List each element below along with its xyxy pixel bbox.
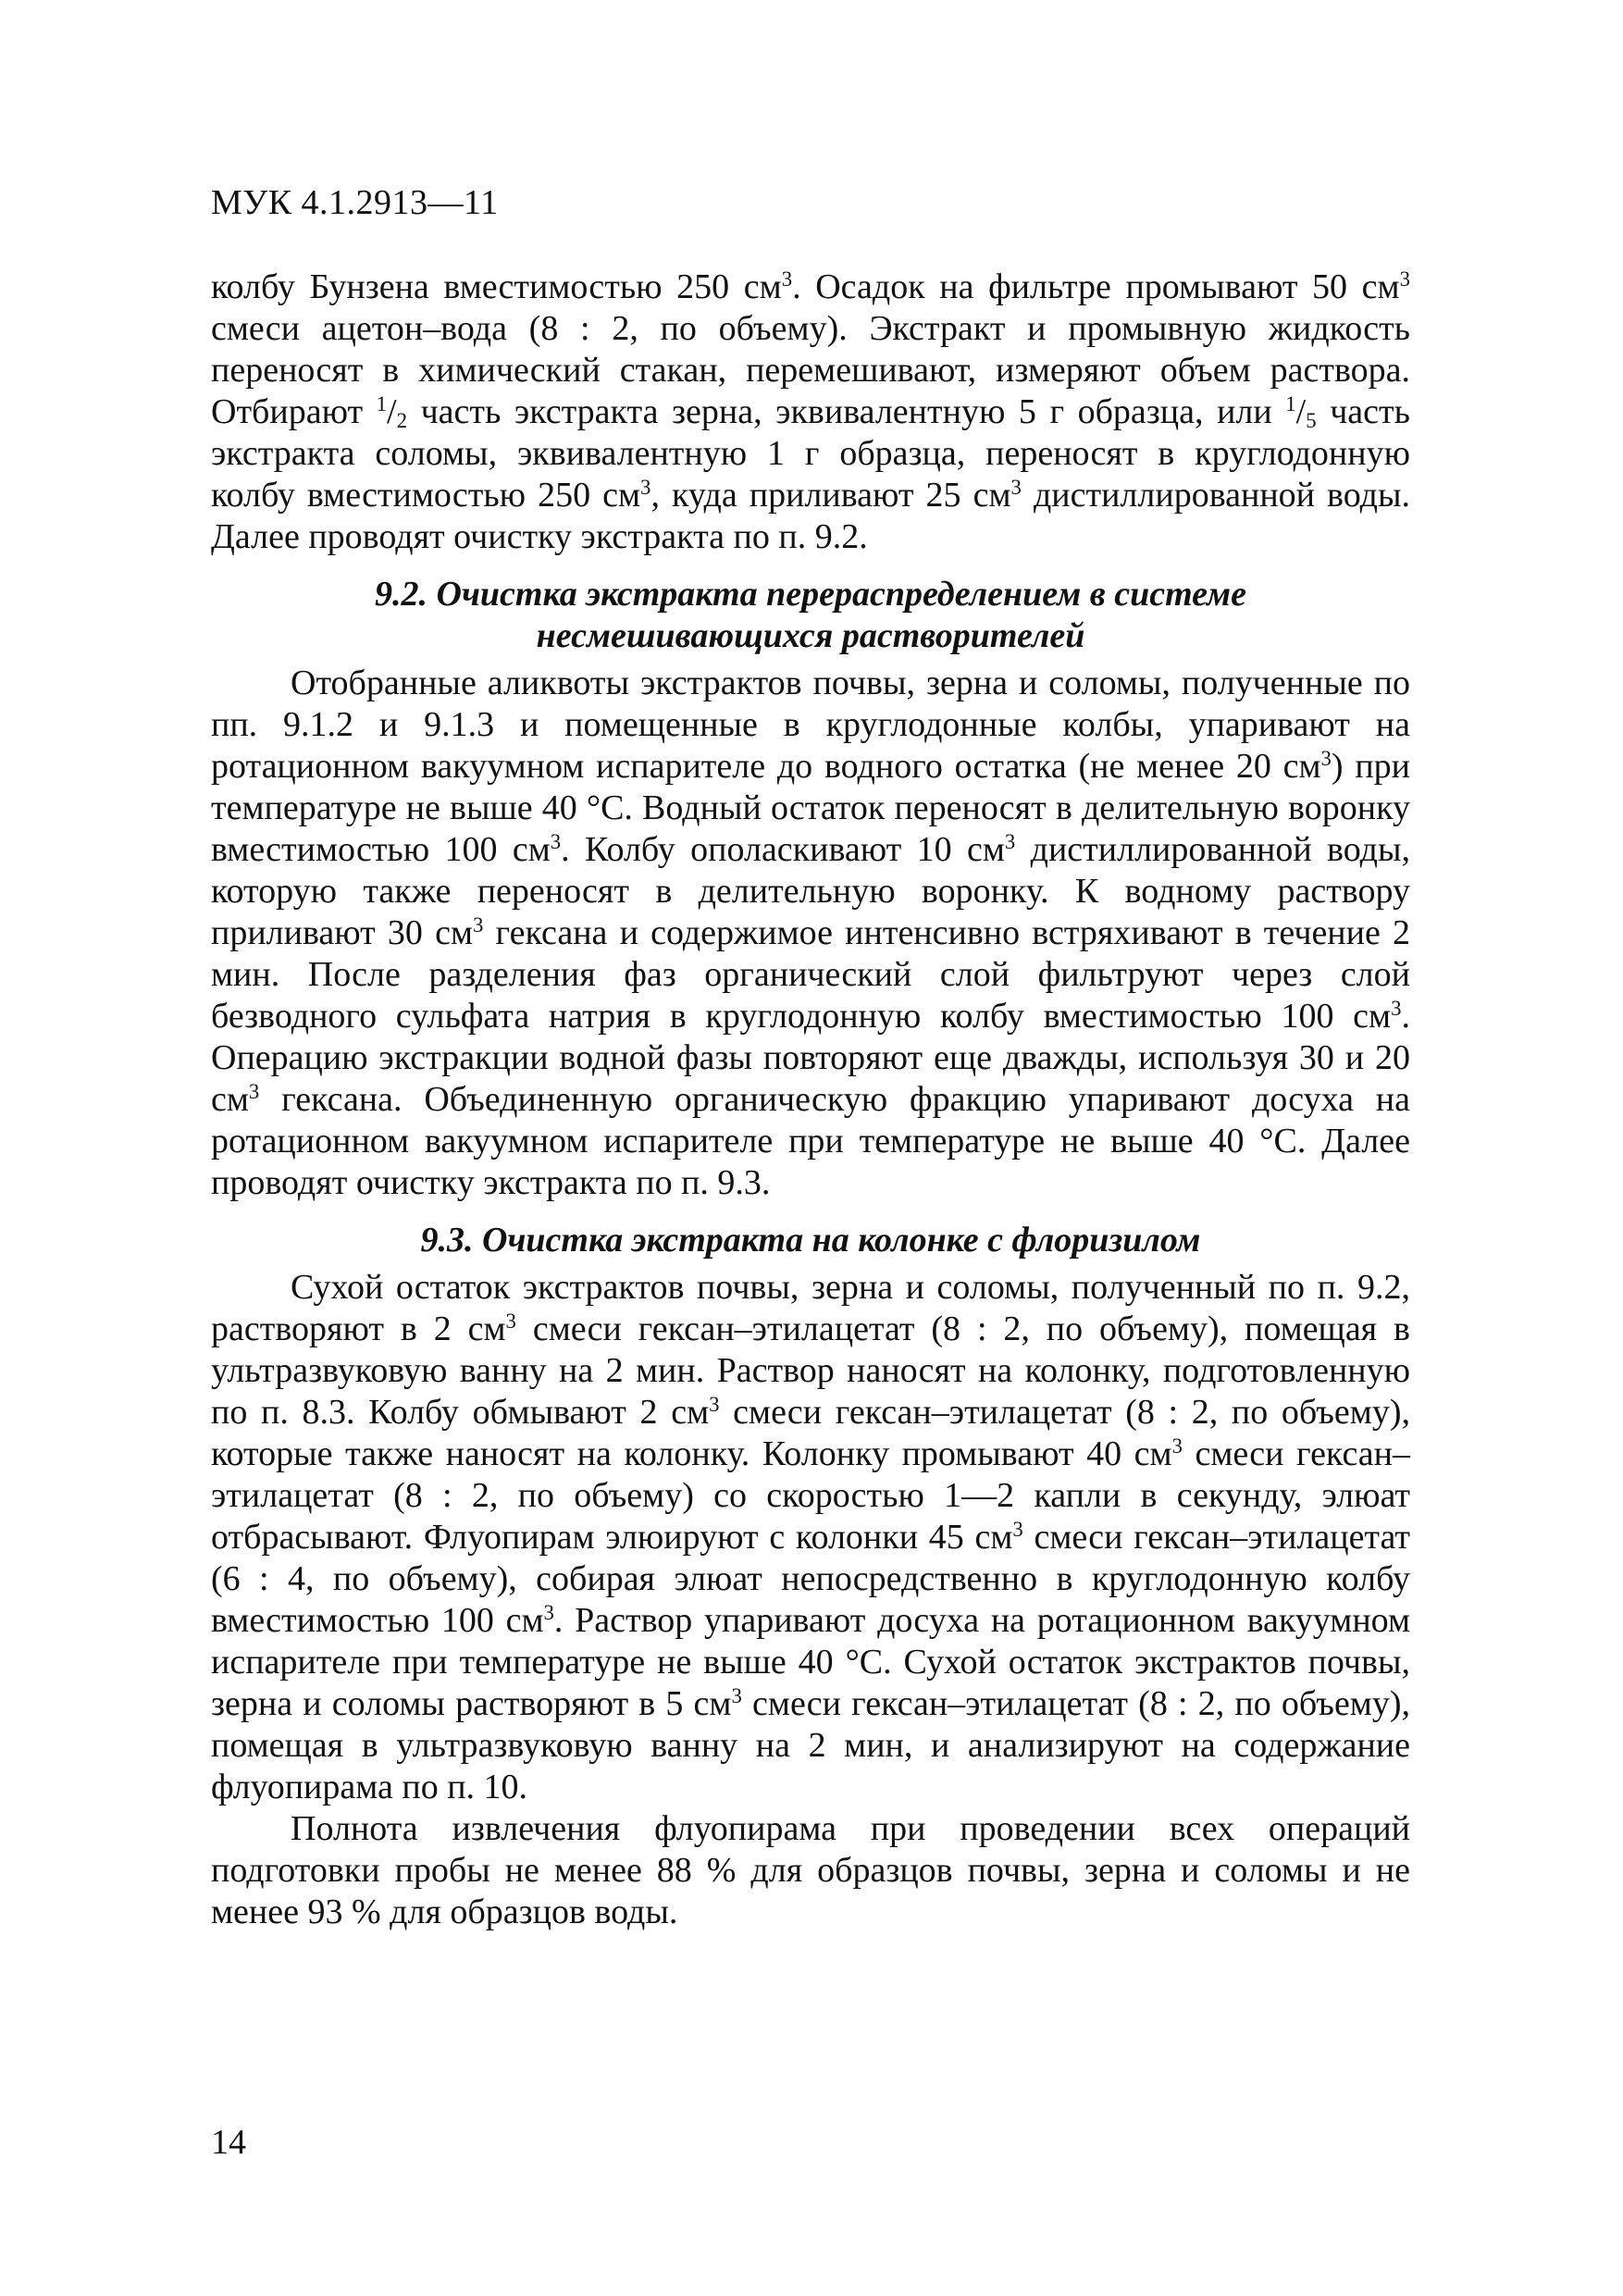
text-run: смеси гексан–этилацетат (8 : 2, по объему), помещая в ультразвуковую ванну на 2 мин. Раствор наносят на колонку, подготовленную по п. 8.3. Колбу обмывают 2 см — [211, 1309, 1410, 1432]
superscript: 3 — [709, 1393, 720, 1417]
superscript: 3 — [1399, 267, 1410, 292]
text-run: . Осадок на фильтре промывают 50 см — [792, 267, 1400, 306]
fraction-slash: / — [387, 392, 397, 431]
paragraph — [211, 663, 1410, 1204]
superscript: 3 — [781, 267, 793, 292]
fraction-denominator: 2 — [396, 408, 408, 432]
section-heading-9-3 — [211, 1220, 1410, 1261]
document-code-header: МУК 4.1.2913—11 — [211, 183, 499, 222]
text-run: гексана и содержимое интенсивно встряхивают в течение 2 мин. После разделения фаз органический слой фильтруют через слой безводного сульфата натрия в круглодонную колбу вместимостью 100 см — [211, 913, 1411, 1036]
text-run: . Операцию экстракции водной фазы повторяют еще дважды, используя 30 и 20 см — [211, 997, 1410, 1119]
text-run: Сухой остаток экстрактов почвы, зерна и соломы, полученный по п. 9.2, растворяют в 2 см — [211, 1268, 1410, 1348]
superscript: 3 — [505, 1309, 516, 1334]
text-run: Отобранные аликвоты экстрактов почвы, зерна и соломы, полученные по пп. 9.1.2 и 9.1.3 и помещенные в круглодонные колбы, упаривают на ротационном вакуумном испарителе до водного остатка (не менее 20 см — [211, 664, 1410, 786]
section-heading-line: 9.3. Очистка экстракта на колонке с флоризилом — [420, 1221, 1201, 1260]
superscript: 3 — [543, 1601, 554, 1625]
text-run: смеси гексан–этилацетат (8 : 2, по объему) со скоростью 1—2 капли в секунду, элюат отбрасывают. Флуопирам элюируют с колонки 45 см — [211, 1434, 1410, 1557]
paragraph — [211, 1267, 1410, 1808]
text-run: смеси гексан–этилацетат (8 : 2, по объему), которые также наносят на колонку. Колонку промывают 40 см — [211, 1393, 1410, 1473]
superscript: 3 — [640, 476, 651, 500]
paragraph-continuation — [211, 267, 1410, 558]
fraction-numerator: 1 — [376, 392, 388, 416]
text-run: ) при температуре не выше 40 °С. Водный остаток переносят в делительную воронку вместимостью 100 см — [211, 747, 1410, 869]
body-text — [211, 267, 1410, 1933]
superscript: 3 — [1012, 1518, 1023, 1542]
superscript: 3 — [1391, 997, 1402, 1021]
text-run: , куда приливают 25 см — [650, 476, 1011, 515]
superscript: 3 — [550, 830, 562, 854]
page-number: 14 — [211, 2123, 246, 2162]
paragraph: Полнота извлечения флуопирама при проведении всех операций подготовки пробы не менее 88 % для образцов почвы, зерна и соломы и не менее 93 % для образцов воды. — [211, 1809, 1410, 1931]
text-run: дистиллированной воды, которую также переносят в делительную воронку. К водному раствору приливают 30 см — [211, 830, 1410, 952]
text-run: смеси гексан–этилацетат (8 : 2, по объему), помещая в ультразвуковую ванну на 2 мин, и анализируют на содержание флуопирама по п. 10. — [211, 1684, 1411, 1806]
text-run: . Колбу ополаскивают 10 см — [561, 830, 1005, 869]
section-heading-line: 9.2. Очистка экстракта перераспределением в системе — [375, 575, 1246, 614]
superscript: 3 — [1010, 476, 1022, 500]
superscript: 3 — [248, 1080, 260, 1104]
text-run: смеси ацетон–вода (8 : 2, по объему). Экстракт и промывную жидкость переносят в химический стакан, перемешивают, измеряют объем раствора. Отбирают — [211, 309, 1410, 431]
text-run: колбу Бунзена вместимостью 250 см — [211, 267, 782, 306]
superscript: 3 — [1320, 747, 1332, 771]
text-run: . Раствор упаривают досуха на ротационном вакуумном испарителе при температуре не выше 40 °С. Сухой остаток экстрактов почвы, зерна и соломы растворяют в 5 см — [211, 1601, 1411, 1723]
fraction-numerator: 1 — [1285, 392, 1296, 416]
superscript: 3 — [1171, 1434, 1183, 1458]
fraction-denominator: 5 — [1306, 408, 1317, 432]
text-run: гексана. Объединенную органическую фракцию упаривают досуха на ротационном вакуумном испарителе при температуре не выше 40 °С. Далее проводят очистку экстракта по п. 9.3. — [211, 1080, 1410, 1202]
text-run: дистиллированной воды. Далее проводят очистку экстракта по п. 9.2. — [211, 476, 1410, 556]
section-heading-line: несмешивающихся растворителей — [536, 616, 1085, 655]
superscript: 3 — [473, 913, 484, 937]
text-run: часть экстракта зерна, эквивалентную 5 г образца, или — [407, 392, 1286, 431]
superscript: 3 — [1004, 830, 1016, 854]
text-run: часть экстракта соломы, эквивалентную 1 г образца, переносят в круглодонную колбу вместимостью 250 см — [211, 392, 1410, 515]
superscript: 3 — [731, 1684, 742, 1708]
fraction-slash: / — [1295, 392, 1307, 431]
section-heading-9-2 — [211, 574, 1410, 657]
text-run: смеси гексан–этилацетат (6 : 4, по объему), собирая элюат непосредственно в круглодонную колбу вместимостью 100 см — [211, 1518, 1410, 1640]
